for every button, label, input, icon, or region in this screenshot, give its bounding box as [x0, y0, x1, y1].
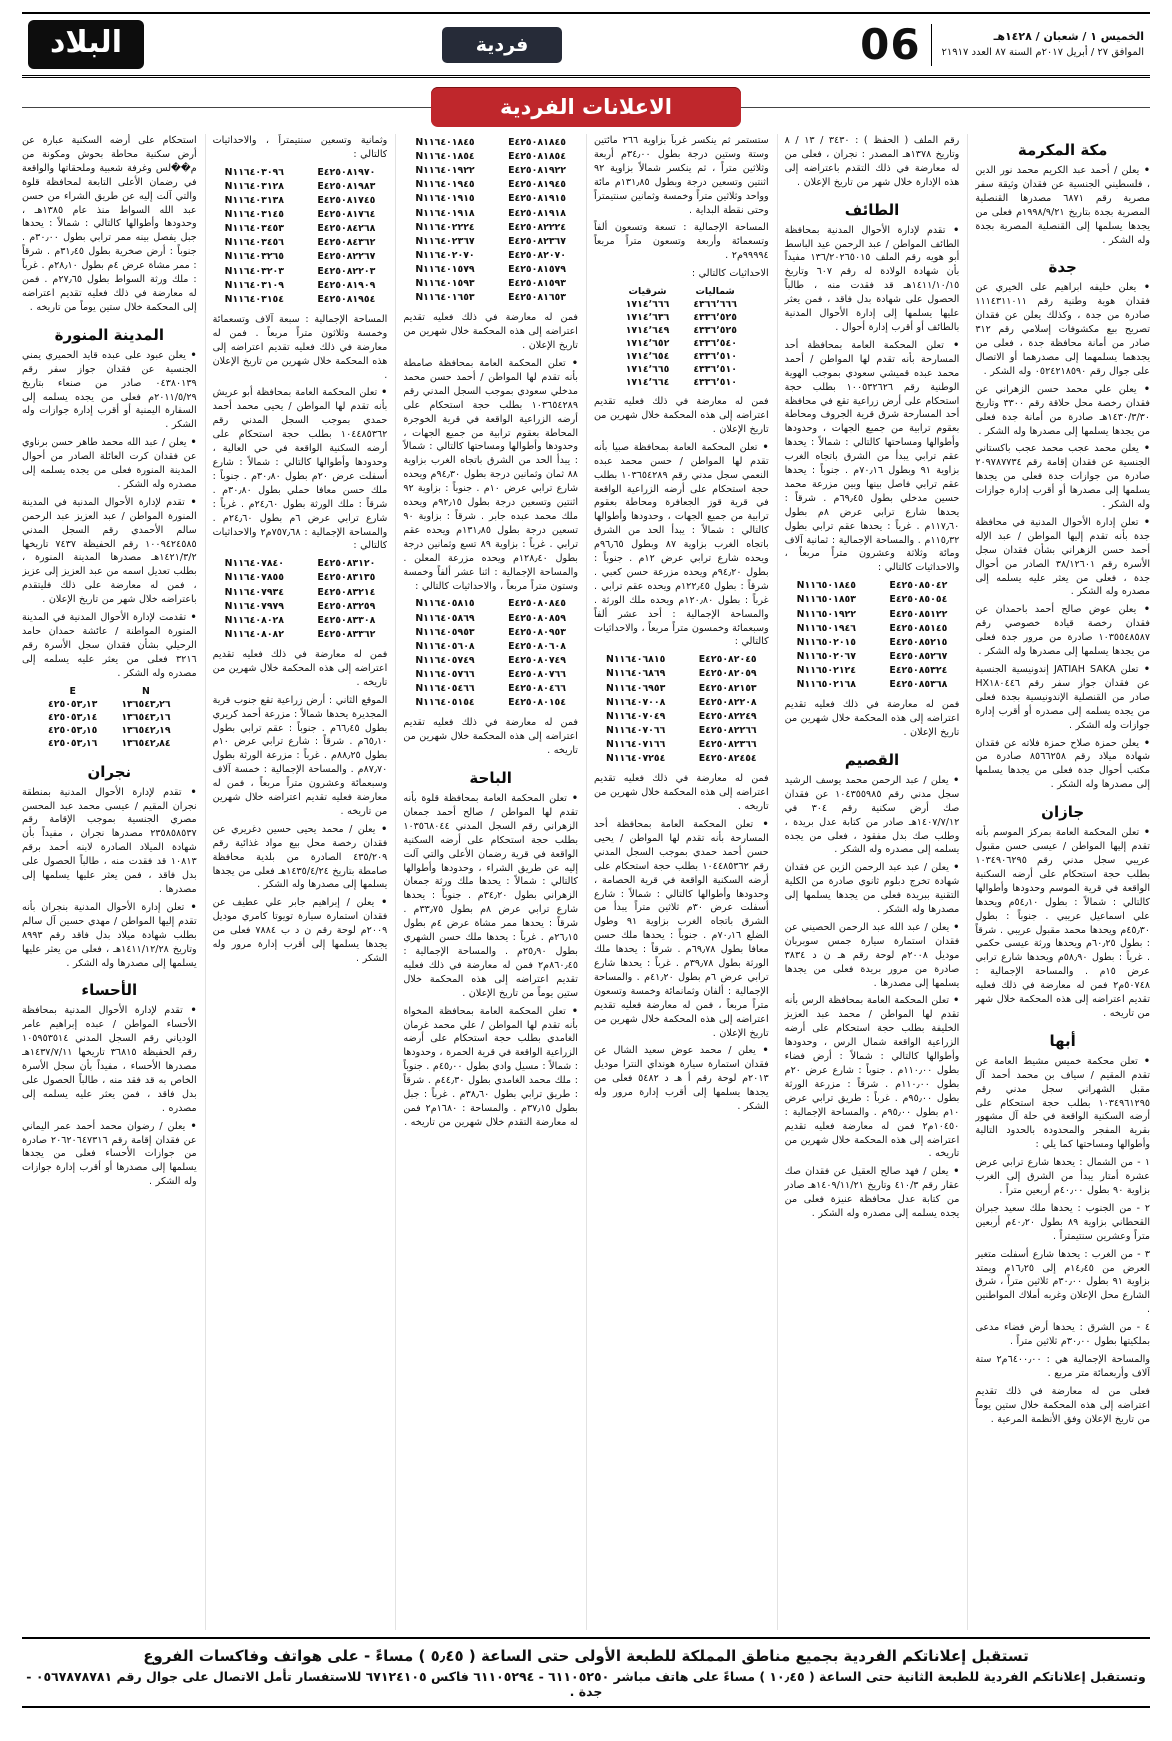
coordinates-list — [215, 166, 386, 307]
ad-item: • تعلن محكمة خميس مشيط العامة عن تقدم المقيم / سياف بن محمد أحمد آل مقبل الشهراني سجل مدني رقم ١٠٣٤٩٦١٢٩٥ بطلب حجة استحكام على أرضه السكنية الواقعة في حلة آل مشهور بقرية المفجر والمحدودة بالحدود التالية وأطوالها ومساحتها كما يلي : — [975, 1055, 1150, 1152]
ad-item: • تقدم لإدارة الأحوال المدنية بمحافظة الطائف المواطن / عبد الرحمن عيد الباسط أبو هويه رقم الملف ١٣٦/٢٠٢٦٥٠١٥ مفيداً بأن شهادة الولادة له رقم ٦٠٧ وتاريخ ١٤١١/١٠/١٥هـ قد فقدت منه ، طالباً الحصول على شهادة بدل فاقد ، فمن يعثر عليها يسلمها إلى إدارة الأحوال المدنية بالطائف أو أقرب إدارة أحوال . — [785, 224, 960, 335]
coordinate-row: E٤٢٥٠٨٥١٤٥ N١١٦٥٠١٩٤٦ — [796, 622, 948, 634]
masthead-logo: البلاد — [28, 20, 144, 69]
coordinate-row: E٤٢٥٠٨١٩٥٤ N١١٦٤٠٣١٥٤ — [224, 293, 376, 305]
column-4 — [395, 134, 578, 1630]
ad-continuation: المساحة الإجمالية : سبعة آلاف وتسعمائة وخمسة وثلاثون متراً مربعاً . فمن له معارضة في ذلك فعليه تقديم اعتراضه إلى هذه المحكمة خلال شهرين من تاريخ الإعلان . — [212, 313, 388, 381]
ad-item: • تعلن المحكمة العامة بمحافظة قلوة بأنه تقدم لها المواطن / صالح أحمد جمعان الزهراني رقم السجل المدني ١٠٣٥٦٨٠٤٤ بطلب حجة استحكام على أرضه السكنية الواقعة في قرية رضمان الأعلى والتي آلت إليه عن طريق الشراء ، وحدودها وأطوالها كالتالي : شمالاً : يحدها ملك ورثة جمعان الزهراني بطول ٣٤٫٢٠م . جنوباً : يحدها شارع ترابي عرض ٨م بطول ٣٣٫٧٥م . شرقاً : يحدها ممر مشاة عرض ٤م بطول ٢٦٫١٥م . غرباً : يحدها ملك حسن الشهري بطول ٢٥٫٩٠م . والمساحة الإجمالية : ٨٦٠٫٤٥م٢ فمن له معارضة في ذلك فعليه تقديم اعتراضه إلى هذه المحكمة خلال ستين يوماً من تاريخ الإعلان . — [403, 792, 578, 1001]
coordinate-row: E٤٢٥٠٨١٩٤٥ N١١٦٤٠١٩٤٥ — [415, 179, 566, 191]
ad-item: • يعلن / محمد يحيى حسين دغريري عن فقدان رخصة محل بيع مواد غذائية رقم ٤٣٥/٢٠٩ الصادرة من بلدية محافظة صامطة بتاريخ ١٤٣٥/٤/٢٤هـ فعلى من يجدها يسلمها إلى مصدرها وله الشكر . — [213, 823, 388, 893]
ad-continuation: استحكام على أرضه السكنية عبارة عن أرض سكنية محاطة بحوش ومكونة من م��لس وغرفة شعبية وملحقاتها والواقعة في رضمان الأعلى التابعة لمحافظة قلوة والتي آلت إليه عن طريق الشراء من حسن عبد الله السواط منذ عام ١٣٨٥هـ ، وحدودها وأطوالها كالتالي : شمالاً : يحدها جبل يفصل بينه ممر ترابي بطول ٣٠٫٠٠م . جنوباً : أرض صخرية بطول ٣١٫٤٥م . شرقاً : ممر مشاة عرض ٤م بطول ٢٨٫١٠م . غرباً : ملك ورثة السواط بطول ٢٧٫٦٥م . فمن له معارضة في ذلك فعليه تقديم اعتراضه إلى المحكمة خلال ستين يوماً من تاريخه . — [22, 135, 197, 313]
coordinate-row: E٤٢٥٠٨٢٠٥٩ N١١٦٤٠٦٨٦٩ — [605, 668, 757, 680]
coordinate-row: E٤٢٥٠٨١٧٦٤ N١١٦٤٠٣١٤٥ — [224, 209, 376, 221]
coordinate-row: E٤٢٥٠٨٣٣٦٢ N١١٦٤٠٨٠٨٢ — [224, 628, 376, 640]
section-heading: الباحة — [469, 769, 512, 788]
coordinate-row: E٤٢٥٠٨٠٧٤٩ N١١٦٤٠٥٧٤٩ — [415, 654, 566, 666]
ad-item: • يعلن محمد عجب محمد عجب باكستاني الجنسية عن فقدان إقامة رقم ٢٠٩٧٨٧٧٣٤ صادرة من جوازات جدة فعلى من يجدها يسلمها إلى مصدرها أو أقرب إدارة جوازات وله الشكر . — [975, 442, 1150, 512]
coordinate-row: E٤٢٥٠٨٠٦٠٨ N١١٦٤٠٥٦٠٨ — [415, 640, 566, 652]
ad-item: • يعلن عبود على عبده قايد الحميري يمني الجنسية عن فقدان جواز سفر رقم ٠٤٣٨٠١٣٩ صادر من صنعاء بتاريخ ٢٠١١/٥/٢٩م فعلى من يجده يسلمه إلى السفارة اليمنية أو أقرب إدارة جوازات وله الشكر . — [22, 349, 197, 432]
coordinate-row: E٤٢٥٠٨٢٢٢٤ N١١٦٤٠٢٢٢٤ — [415, 221, 566, 233]
coordinate-row: E٤٢٥٠٨٠٨٥٩ N١١٦٤٠٥٨٦٩ — [415, 612, 566, 624]
header-divider — [931, 24, 932, 66]
section-heading: المدينة المنورة — [54, 325, 165, 344]
ad-item: • تعلن المحكمة العامة بمحافظة الرس بأنه تقدم لها المواطن / محمد عبد العزيز الخليفة بطلب حجة استحكام على أرضه الزراعية الواقعة شمال الرس ، وحدودها وأطوالها كالتالي : شمالاً : أرض فضاء بطول ١١٠٫٠٠م . جنوباً : شارع عرض ٢٠م بطول ١١٠٫٠٠م . شرقاً : مزرعة الورثة بطول ٩٥٫٠٠م . غرباً : طريق ترابي عرض ١٠م بطول ٩٥٫٠٠م . والمساحة الإجمالية : ١٠٤٥٠م٢ فمن له معارضة فعليه تقديم اعتراضه إلى هذه المحكمة خلال شهرين من تاريخه . — [785, 994, 960, 1161]
ad-continuation: فمن له معارضة في ذلك فعليه تقديم اعتراضه إلى هذه المحكمة خلال شهرين من تاريخه . — [593, 773, 769, 813]
ad-item: • يعلن / محمد عوض سعيد الشال عن فقدان استمارة سيارة هونداي النترا موديل ٢٠١٣م لوحة رقم أ هـ د ٥٤٨٢ فعلى من يجدها يسلمها إلى أقرب إدارة مرور وله الشكر . — [594, 1044, 769, 1114]
coordinate-row: E٤٢٥٠٨١٨٥٤ N١١٦٤٠١٨٥٤ — [415, 151, 566, 163]
coordinate-row: E٤٢٥٠٨٢٤٥٤ N١١٦٤٠٧٢٥٤ — [605, 753, 757, 765]
ad-item: • تعلن المحكمة العامة بمحافظة صامطة بأنه تقدم لها المواطن / أحمد حسن محمد مدخلي سعودي بموجب السجل المدني رقم ١٠٣٦٥٤٢٨٩ بطلب حجة استحكام على أرضه الزراعية الواقعة في قرية الخوجرة المحاطة بعقوم ترابية من جميع الجهات ، وحدودها وأطوالها ومساحتها كالتالي : شمالاً : يبدأ الحد من الشرق باتجاه الغرب بزاوية ٨٨ ثمان وثمانين درجة بطول ٩٤٫٣٠م ويحده شارع ترابي عرض ١٠م . جنوباً : بزاوية ٩٢ اثنتين وتسعين درجة بطول ٩٢٫١٥م ويحده ملك محمد عبده جابر . شرقاً : بزاوية ٩٠ تسعين درجة بطول ١٣١٫٨٥م ويحده عقم ترابي . غرباً : بزاوية ٨٩ تسع وثمانين درجة بطول ١٢٨٫٤٠م ويحده مزرعة المعلن . والمساحة الإجمالية : اثنا عشر ألفاً وخمسة وستون متراً مربعاً ، والاحداثيات كالتالي : — [403, 357, 578, 593]
section-heading: مكة المكرمة — [1017, 141, 1108, 159]
coordinate-row: E٤٢٥٠٨٤٣٦٢ N١١٦٤٠٣٤٥٦ — [224, 237, 376, 249]
columns-container — [22, 134, 1150, 1630]
ad-item: • يعلن خليفه ابراهيم على الخيري عن فقدان هوية وطنية رقم ١١١٤٣١١٠١١ صادرة من جدة ، وكذلك يعلن عن فقدان تصريح بيع مكشوفات إسلامي رقم ٣١٢ صادر من أمانة محافظة جدة ، فعلى من يجدهما يسلمهما إلى مصدرهما أو الاتصال على جوال رقم ٠٥٢٤٢١٨٥٩٠ وله الشكر . — [975, 281, 1150, 378]
ad-item: • يعلن / عبد الرحمن محمد يوسف الرشيد سجل مدني رقم ١٠٤٣٥٥٩٨٥ عن فقدان صك أرض سكنية رقم ٣٠٤ في ١٤٠٧/٧/١٢هـ صادر من كتابة عدل بريدة ، وطلب صك بدل مفقود ، فعلى من يجده يسلمه إلى مصدره وله الشكر . — [785, 774, 960, 857]
ad-continuation: فعلى من له معارضة في ذلك تقديم اعتراضه إلى هذه المحكمة خلال ستين يوماً من تاريخ الإعلان وفق الأنظمة المرعية . — [975, 1385, 1150, 1425]
ad-continuation: فمن له معارضة في ذلك فعليه تقديم اعتراضه إلى هذه المحكمة خلال شهرين من تاريخ الإعلان . — [403, 312, 578, 352]
ad-item: • يعلن / عبد الله محمد طاهر حسن برناوي عن فقدان كرت العائلة الصادر من أحوال المدينة المنورة فعلى من يجده يسلمه إلى مصدره وله الشكر . — [22, 436, 197, 492]
ad-item: • تقدم لإدارة الأحوال المدنية بمحافظة الأحساء المواطن / عبده إبراهيم عامر الودياني رقم السجل المدني ١٠٥٩٥٣٥١٤ رقم الحفيظة ٣٦٨١٥ تاريخها ١٤٣٧/٧/١١هـ مصدرها الأحساء ، مفيداً بأن سجل الأسرة الخاص به قد فقد منه ، طالباً الحصول على بدل فاقد ، فمن يعثر عليه يسلمه إلى مصدره . — [22, 1004, 197, 1115]
ad-continuation: الاحداثيات كالتالي : — [691, 268, 769, 280]
coordinate-row: E٤٢٥٠٨٣٢١٤ N١١٦٤٠٧٩٣٤ — [224, 586, 376, 598]
coordinate-row: E٤٢٥٠٨٢٢٠٨ N١١٦٤٠٧٠٠٨ — [605, 696, 757, 708]
section-banner: الاعلانات الفردية — [431, 87, 741, 127]
ad-continuation: المساحة الإجمالية : تسعة وتسعون ألفاً وتسعمائة وأربعة وتسعون متراً مربعاً ٩٩٩٩٤م٢ . — [593, 222, 769, 262]
coordinate-row: E٤٢٥٠٨٣٢٥٩ N١١٦٤٠٧٩٧٩ — [224, 600, 376, 612]
coordinate-row: E٤٢٥٠٨٣١٣٥ N١١٦٤٠٧٨٥٥ — [224, 572, 376, 584]
coordinates-table: شماليات شرقيات ٤٣٦٦٬٦٦٦ ١٧١٤٬٦٦٦ ٤٣٣٦٬٥٢٥ ١٧١٤٬٦٣٦ ٤٣٣٦٬٥٢٥ ١٧١٤٬٦٤٩ ٤٣٣٦٬٥٤٠ ١٧١٤٬٦٥٢ ٤٣٣٦٬٥١٠ ١٧١٤٬٦٥٤ ٤٣٣٦٬٥١٠ ١٧١٤٬٦٦٥ ٤٣٣٦٬٥١٠ ١٧١٤٬٦٦٤ — [625, 286, 737, 389]
coordinate-row: E٤٢٥٠٨١٩١٥ N١١٦٤٠١٩١٥ — [415, 193, 566, 205]
coordinate-row: E٤٢٥٠٨٥١٢٢ N١١٦٥٠١٩٢٢ — [796, 608, 948, 620]
ad-item: • يعلن حمزة صلاح حمزة فلاته عن فقدان شهادة ميلاد رقم ٨٥٦٦٢٥٨ صادرة من مكتب أحوال جدة فعلى من يجدها يسلمها إلى مصدرها وله الشكر . — [975, 737, 1150, 793]
coordinate-row: E٤٢٥٠٨٠٩٥٣ N١١٦٤٠٥٩٥٣ — [415, 626, 566, 638]
coordinate-row: E٤٢٥٠٨١٧٤٥ N١١٦٤٠٣١٣٨ — [224, 195, 376, 207]
ad-item: • تعلن JATIAH SAKA إندونيسية الجنسية عن فقدان جواز سفر رقم HX١٨٠٤٤٦ صادر من القنصلية الإندونيسية بجدة فعلى من يجده يسلمه إلى مصدره أو أقرب إدارة جوازات وله الشكر . — [975, 663, 1150, 733]
coordinate-row: E٤٢٥٠٨٢٠٧٠ N١١٦٤٠٢٠٧٠ — [415, 249, 566, 261]
coordinate-row: E٤٢٥٠٨١٩٢٢ N١١٦٤٠١٩٢٢ — [415, 165, 566, 177]
date-gregorian: الموافق ٢٧ / أبريل ٢٠١٧م السنة ٨٧ العدد ٢١٩١٧ — [941, 47, 1144, 59]
coordinates-list — [596, 653, 767, 766]
column-5 — [205, 134, 388, 1630]
ad-item: • يعلن / رضوان محمد أحمد عمر اليماني عن فقدان إقامة رقم ٢٠٦٢٠٦٤٧٣١٦ صادرة من جوازات الأحساء فعلى من يجدها يسلمها إلى مصدرها أو أقرب إدارة جوازات وله الشكر . — [22, 1120, 197, 1190]
ad-continuation: والمساحة الإجمالية هي : ٦٤٠٠٫٠٠م٢ ستة آلاف وأربعمائة متر مربع . — [975, 1353, 1150, 1379]
ad-item: • تعلن المحكمة العامة بمحافظة صبيا بأنه تقدم لها المواطن / حسن محمد عبده النعمي سجل مدني رقم ١٠٣٦٥٤٢٨٩ بطلب حجة استحكام على أرضه الزراعية الواقعة في قرية قوز الجعافرة ومحاطة بعقوم ترابية من جميع الجهات ، وحدودها وأطوالها كالتالي : شمالاً : يبدأ الحد من الشرق باتجاه الغرب بزاوية ٨٧ وبطول ٩٦٫٦٥م ويحده شارع ترابي عرض ١٢م . جنوباً : بطول ٩٤٫٢٠م ويحده مزرعة حسن كعبي . شرقاً : بطول ١٢٢٫٤٥م ويحده عقم ترابي . غرباً : بطول ١٢٠٫٨٠م ويحده ملك الورثة . والمساحة الإجمالية : أحد عشر ألفاً وسبعمائة وخمسون متراً مربعاً ، والاحداثيات كالتالي : — [594, 441, 769, 650]
coordinate-row: E٤٢٥٠٨٥٢١٥ N١١٦٥٠٢٠١٥ — [796, 636, 948, 648]
ad-continuation: رقم الملف ( الحفظ ) : ٣٤٣٠ / ١٣ / ٨ وتاريخ ١٣٧٨هـ المصدر : نجران ، فعلى من له معارضة في ذلك التقدم باعتراضه إلى هذه الإدارة خلال شهر من تاريخ الإعلان . — [784, 135, 960, 188]
page-footer — [22, 1637, 1150, 1708]
footer-line2: وتستقبل إعلاناتكم الفردية للطبعة الثانية حتى الساعة ( ١٠٫٤٥ ) مساءً على هاتف مباشر ٦١١٠٥٢٥٠ - ٦١١٠٥٢٩٤ فاكس ٦٧١٢٤١٠٥ للاستفسار تأمل الاتصال على جوال رقم ٠٥٦٧٨٧٨٧٨١ - جدة . — [26, 1669, 1146, 1699]
coordinates-table: N E ١٣٦٥٤٣٫٢٦ ٤٢٥٠٥٣٫١٣ ١٣٦٥٤٣٫١٦ ٤٢٥٠٥٣٫١٤ ١٣٦٥٤٢٫١٩ ٤٢٥٠٥٣٫١٥ ١٣٦٥٤٢٫٨٤ ٤٢٥٠٥٣٫١٦ — [48, 685, 171, 749]
coordinate-row: E٤٢٥٠٨١٦٥٣ N١١٦٤٠١٦٥٣ — [415, 292, 566, 304]
coordinate-row: E٤٢٥٠٨٢٢٤٩ N١١٦٤٠٧٠٤٩ — [605, 710, 757, 722]
coordinate-row: E٤٢٥٠٨١٨٤٥ N١١٦٤٠١٨٤٥ — [415, 137, 566, 148]
ad-item: • تقدم لإدارة الأحوال المدنية بمنطقة نجران المقيم / عيسى محمد عبد المحسن مصري الجنسية بموجب الإقامة رقم ٢٣٥٨٥٨٥٣٧ مصدرها نجران ، مفيداً بأن شهادة الميلاد الصادرة لابنه أحمد برقم ١٠٨١٣ قد فقدت منه ، طالباً الحصول على بدل فاقد ، فمن يعثر عليها يسلمها إلى مصدرها . — [22, 786, 197, 897]
ad-item: • يعلن عوض صالح أحمد باحمدان عن فقدان رخصة قيادة خصوصي رقم ١٠٣٥٥٤٨٥٨٧ صادرة من مرور جدة فعلى من يجدها يسلمها إلى مصدرها وله الشكر . — [975, 603, 1150, 659]
coordinate-row: E٤٢٥٠٨٢٢٠٣ N١١٦٤٠٣٢٠٣ — [224, 265, 376, 277]
coordinate-row: E٤٢٥٠٨٤٢٦٨ N١١٦٤٠٣٤٥٣ — [224, 223, 376, 235]
coordinate-row: E٤٢٥٠٨٣٣٠٨ N١١٦٤٠٨٠٢٨ — [224, 614, 376, 626]
ad-item: • تعلن إدارة الأحوال المدنية بنجران بأنه تقدم إليها المواطن / مهدي حسين آل سالم بطلب شهادة ميلاد بدل فاقد رقم ٨٩٩٣ وتاريخ ١٤١١/١٢/٢٨هـ ، فعلى من يعثر عليها يسلمها إلى مصدرها وله الشكر . — [22, 901, 197, 971]
ad-item: • يعلن / عبد الله عبد الرحمن الحصيني عن فقدان استمارة سيارة جمس سوبربان موديل ٢٠٠٨م لوحة رقم هـ ن د ٣٨٣٤ صادرة من مرور بريدة فعلى من يجدها يسلمها إلى مصدرها . — [785, 921, 960, 991]
ad-continuation: الموقع الثاني : أرض زراعية تقع جنوب قرية المجديرة يحدها شمالاً : مزرعة أحمد كريري بطول ٦٦٫٤٥م . جنوباً : عقم ترابي بطول ٦٥٫١٠م . شرقاً : شارع ترابي عرض ١٠م بطول ٨٨٫٢٥م . غرباً : مزرعة الورثة بطول ٨٧٫٧٠م . والمساحة الإجمالية : خمسة آلاف وسبعمائة وعشرون متراً مربعاً ، فمن له معارضة فعليه تقديم اعتراضه خلال شهرين من تاريخه . — [212, 694, 388, 817]
banner-row — [22, 87, 1150, 127]
coordinate-row: E٤٢٥٠٨٥٠٤٢ N١١٦٥٠١٨٤٥ — [796, 580, 948, 592]
section-heading: جازان — [1041, 803, 1085, 822]
coordinate-row: E٤٢٥٠٨٠٨٤٥ N١١٦٤٠٥٨١٥ — [415, 598, 566, 610]
ad-item: • تقدمت لإدارة الأحوال المدنية في المدينة المنورة المواطنة / عائشة حمدان حامد الرحيلي بشأن فقدان سجل الأسرة رقم ٣٢١٦ فعلى من يعثر عليه يسلمه إلى مصدره وله الشكر . — [22, 611, 197, 681]
ad-item: • تقدم لإدارة الأحوال المدنية في المدينة المنورة المواطن / عبد العزيز عبد الرحمن سالم الأحمدي رقم السجل المدني ١٠٠٩٤٢٤٥٨٥ رقم الحفيظة ٧٤٣٧ تاريخها ١٤٢١/٣/٢هـ مصدرها المدينة المنورة ، بطلب تعديل اسمه من عبد العزيز إلى عزيز ، فمن له معارضة على ذلك فليتقدم باعتراضه خلال شهر من تاريخ الإعلان . — [22, 496, 197, 607]
ad-continuation: ٤ - من الشرق : يحدها أرض فضاء مدعى بملكيتها بطول ٣٠٫٠٠م ثلاثين متراً . — [975, 1322, 1150, 1348]
ad-continuation: فمن له معارضة في ذلك فعليه تقديم اعتراضه إلى هذه المحكمة خلال شهرين من تاريخه . — [212, 648, 388, 688]
column-3 — [586, 134, 769, 1630]
ad-item: • يعلن / فهد صالح العقيل عن فقدان صك عقار رقم ٤١٠/٣ وتاريخ ١٤٠٩/١١/٢١هـ صادر من كتابة عدل محافظة عنيزة فعلى من يجده يسلمه إلى مصدره وله الشكر . — [785, 1165, 960, 1221]
coordinate-row: E٤٢٥٠٨٠١٥٤ N١١٦٤٠٥١٥٤ — [415, 697, 566, 709]
ad-item: • تعلن المحكمة العامة بمحافظة أحد المسارحة بأنه تقدم لها المواطن / يحيى حسن أحمد حمدي بموجب السجل المدني رقم ١٠٤٤٨٥٣٦٢ بطلب حجة استحكام على أرضه السكنية الواقعة في قرية الحصامة ، وحدودها وأطوالها كالتالي : شمالاً : شارع أسفلت عرض ٣٠م ثلاثين متراً يبدأ من الشرق باتجاه الغرب بزاوية ٩١ وطول الضلع ٧٠٫١٦م . جنوباً : يحدها ملك حسن معافا بطول ٦٩٫٧٨م . شرقاً : يحدها ملك الورثة بطول ٣٩٫٧٨م . غرباً : يحدها شارع ترابي عرض ٦م بطول ٤١٫٢٠م . والمساحة الإجمالية : ألفان وثمانمائة وخمسة وتسعون متراً مربعاً ، فمن له معارضة فعليه تقديم اعتراضه إلى هذه المحكمة خلال شهرين من تاريخ الإعلان . — [594, 818, 769, 1041]
coordinate-row: E٤٢٥٠٨١٥٧٩ N١١٦٤٠١٥٧٩ — [415, 263, 566, 275]
coordinate-row: E٤٢٥٠٨٠٧٦٦ N١١٦٤٠٥٧٦٦ — [415, 668, 566, 680]
coordinates-list — [405, 136, 576, 305]
column-1 — [967, 134, 1150, 1630]
ad-continuation: فمن له معارضة في ذلك فعليه تقديم اعتراضه إلى هذه المحكمة خلال شهرين من تاريخه . — [403, 717, 578, 757]
coordinates-list — [215, 557, 386, 642]
column-2 — [777, 134, 960, 1630]
ad-item: • تعلن المحكمة العامة بمحافظة أبو عريش بأنه تقدم لها المواطن / يحيى محمد أحمد حمدي بموجب السجل المدني رقم ١٠٤٤٨٥٣٦٢ بطلب حجة استحكام على أرضه السكنية الواقعة في حي العالية ، وحدودها وأطوالها كالتالي : شمالاً : شارع أسفلت عرض ٢٠م بطول ٣٠٫٨٠م . جنوباً : ملك حسن معافا حملي بطول ٣٠٫٨٠م . شرقاً : ملك الورثة بطول ٢٤٫٦٠م . غرباً : شارع ترابي عرض ٦م بطول ٢٤٫٦٠م . والمساحة الإجمالية : ٧٥٧٫٦٨م٢ والاحداثيات كالتالي : — [213, 386, 388, 553]
coordinate-row: E٤٢٥٠٨٢٢٦٦ N١١٦٤٠٧٠٦٦ — [605, 724, 757, 736]
ad-continuation: ٢ - من الجنوب : يحدها ملك سعيد جبران القحطاني بزاوية ٨٩ بطول ٤٠٫٢٠م أربعين متراً وعشرين سنتيمتراً . — [975, 1202, 1150, 1242]
ad-continuation: ١ - من الشمال : يحدها شارع ترابي عرض عشرة أمتار يبدأ من الشرق إلى الغرب بزاوية ٩٠ بطول ٤٠٫٠٠م أربعين متراً . — [975, 1157, 1150, 1196]
coordinate-row: E٤٢٥٠٨٢٣٦٧ N١١٦٤٠٢٣٦٧ — [415, 235, 566, 247]
coordinate-row: E٤٢٥٠٨٥٣٦٨ N١١٦٥٠٢١٦٨ — [796, 679, 948, 691]
coordinate-row: E٤٢٥٠٨٢٠٤٥ N١١٦٤٠٦٨١٥ — [605, 654, 757, 666]
ad-continuation: فمن له معارضة في ذلك فعليه تقديم اعتراضه إلى هذه المحكمة خلال شهرين من تاريخ الإعلان . — [784, 699, 960, 738]
coordinate-row: E٤٢٥٠٨١٩١٨ N١١٦٤٠١٩١٨ — [415, 207, 566, 219]
footer-line1: تستقبل إعلاناتكم الفردية بجميع مناطق المملكة للطبعة الأولى حتى الساعة ( ٥٫٤٥ ) مساءً - على هواتف وفاكسات الفروع — [143, 1647, 1029, 1665]
section-heading: نجران — [87, 762, 132, 781]
date-hijri: الخميس ١ / شعبان / ١٤٢٨هـ — [993, 29, 1144, 43]
coordinates-list — [787, 579, 958, 692]
ad-item: • يعلن / أحمد عبد الكريم محمد نور الدين ، فلسطيني الجنسية عن فقدان وثيقة سفر مصرية رقم ٦٨٧١ مصدرها القنصلية المصرية بجدة بتاريخ ١٩٩٨/٩/٢١م فعلى من يجدها يسلمها إلى القنصلية المصرية بجدة وله الشكر . — [975, 164, 1150, 247]
coordinate-row: E٤٢٥٠٨١٩٨٣ N١١٦٤٠٣١٢٨ — [224, 180, 376, 192]
ad-continuation: ٣ - من الغرب : يحدها شارع أسفلت متغير العرض من ١٤٫٤٥م إلى ١٦٫٢٥م ويمتد بزاوية ٩١ بطول ٣٠٫٠٠م ثلاثين متراً ، شرق الشارع محل الإعلان وغربه أملاك المواطنين . — [975, 1248, 1150, 1316]
section-heading: جدة — [1048, 258, 1077, 277]
ad-item: • تعلن المحكمة العامة بمحافظة المخواة بأنه تقدم لها المواطن / علي محمد غرمان الغامدي بطلب حجة استحكام على أرضه الزراعية الواقعة في قرية الحمرة ، وحدودها : شمالاً : مسيل وادي بطول ٤٥٫٠٠م . جنوباً : ملك محمد الغامدي بطول ٤٤٫٣٠م . شرقاً : طريق ترابي بطول ٣٨٫٦٠م . غرباً : جبل بطول ٣٧٫١٥م . والمساحة : ١٦٨٠م٢ فمن له معارضة التقدم خلال شهرين من تاريخه . — [403, 1005, 578, 1130]
ad-item: • تعلن إدارة الأحوال المدنية في محافظة جدة بأنه تقدم إليها المواطن / عبد الإله أحمد حسن الزهراني بشأن فقدان سجل الأسرة رقم ٣٨/١٢٦٠١ الصادر من أحوال جدة ، فعلى من يعثر عليه يسلمه إلى مصدره وله الشكر . — [975, 516, 1150, 599]
section-heading: الطائف — [844, 200, 900, 219]
date-block — [942, 29, 1144, 61]
page-number: 06 — [860, 20, 921, 69]
ad-item: • تعلن المحكمة العامة بمركز الموسم بأنه تقدم إليها المواطن / عيسى حسن مقبول عريبي سجل مدني رقم ١٠٣٤٩٠٦٢٩٥ بطلب حجة استحكام على أرضه السكنية الواقعة في قرية الموسم وحدودها وأطوالها كالتالي : شمالاً : بطول ٥٤٫١٠م ويحدها علي اسماعيل عريبي . جنوباً : بطول ٤٥٫٣٠م ويحدها محمد مقبول عريبي . شرقاً : بطول ٦٠٫٢٥م ويحدها ورثة عيسى حكمي . غرباً : بطول ٥٨٫٩٠م ويحدها شارع ترابي عرض ١٥م . والمساحة الإجمالية : ٥٠٧٤٨م٢ فمن له معارضة في ذلك فعليه تقديم اعتراضه إلى هذه المحكمة خلال شهر من تاريخه . — [975, 826, 1150, 1021]
coordinate-row: E٤٢٥٠٨٠٤٦٦ N١١٦٤٠٥٤٦٦ — [415, 683, 566, 695]
coordinate-row: E٤٢٥٠٨٣١٢٠ N١١٦٤٠٧٨٤٠ — [224, 558, 376, 570]
coordinate-row: E٤٢٥٠٨٥٠٥٤ N١١٦٥٠١٨٥٣ — [796, 594, 948, 606]
ad-item: • تعلن المحكمة العامة بمحافظة أحد المسارحة بأنه تقدم لها المواطن / أحمد محمد عبده قميشي سعودي بموجب الهوية الوطنية رقم ١٠٠٥٣٢٦٢٦ بطلب حجة استحكام على أرض زراعية تقع في محافظة أحد المسارحة شرق قرية الجروف ومحاطة بعقوم ترابية من جميع الجهات ، وحدودها وأطوالها ومساحتها كالتالي : شمالاً : يحدها عقم ترابي يبدأ من الشرق باتجاه الغرب بزاوية ٩١ وبطول ٧٠٫١٦م . جنوباً : يحدها عقم ترابي فاصل بينها وبين مزرعة محمد حسين مدخلي بطول ٦٩٫٤٥م . شرقاً : يحدها شارع ترابي عرض ٨م بطول ١١٧٫٦٠م . غرباً : يحدها عقم ترابي بطول ١١٥٫٣٢م . والمساحة الإجمالية : ثمانية آلاف ومائة وثلاثة وعشرون متراً مربعاً ، والاحداثيات كالتالي : — [785, 339, 960, 575]
coordinate-row: E٤٢٥٠٨٥٣٢٤ N١١٦٥٠٢١٢٤ — [796, 664, 948, 676]
ad-continuation: ستستمر ثم ينكسر غرباً بزاوية ٢٦٦ مائتين وستة وستين درجة بطول ٣٤٫٠٠م أربعة وثلاثين متراً ، ثم ينكسر شمالاً بزاوية ٩٢ اثنتين وتسعين درجة وبطول ١٣١٫٨٥م مائة وواحد وثلاثين متراً وخمسة وثمانين سنتيمتراً وحتى نقطة البداية . — [593, 135, 769, 216]
section-badge: فردية — [442, 27, 563, 63]
coordinates-list — [405, 597, 576, 710]
coordinate-row: E٤٢٥٠٨١٩٠٩ N١١٦٤٠٣١٠٩ — [224, 279, 376, 291]
coordinate-row: E٤٢٥٠٨٢١٥٣ N١١٦٤٠٦٩٥٣ — [605, 682, 757, 694]
ad-item: • يعلن / عبد عبد الرحمن الزين عن فقدان شهادة تخرج دبلوم ثانوي صادرة من الكلية التقنية ببريدة فعلى من يجدها يسلمها إلى مصدرها وله الشكر . — [785, 861, 960, 917]
section-heading: أبها — [1049, 1031, 1076, 1050]
page-header — [22, 12, 1150, 78]
coordinate-row: E٤٢٥٠٨١٩٧٠ N١١٦٤٠٣٠٩٦ — [224, 166, 376, 178]
section-heading: الأحساء — [81, 981, 138, 1000]
ad-item: • يعلن / إبراهيم جابر علي عطيف عن فقدان استمارة سيارة تويوتا كامري موديل ٢٠٠٩م لوحة رقم ن د ب ٧٨٨٤ فعلى من يجدها يسلمها إلى أقرب إدارة مرور وله الشكر . — [213, 896, 388, 966]
ad-continuation: وثمانية وتسعين سنتيمتراً ، والاحداثيات كالتالي : — [212, 135, 388, 160]
coordinate-row: E٤٢٥٠٨١٥٩٣ N١١٦٤٠١٥٩٣ — [415, 278, 566, 290]
ad-continuation: فمن له معارضة في ذلك فعليه تقديم اعتراضه إلى هذه المحكمة خلال شهرين من تاريخ الإعلان . — [593, 396, 769, 435]
coordinate-row: E٤٢٥٠٨٢٢٦٧ N١١٦٤٠٣٢٦٥ — [224, 251, 376, 263]
page-info — [860, 20, 1144, 69]
ad-item: • يعلن علي محمد حسن الزهراني عن فقدان رخصة محل حلاقة رقم ٣٣٠٠ وتاريخ ١٤٣٠/٣/٣٠هـ صادرة من أمانة جدة فعلى من يجدها يسلمها إلى مصدرها وله الشكر . — [975, 383, 1150, 439]
section-heading: القصيم — [844, 750, 900, 769]
column-6 — [22, 134, 197, 1630]
coordinate-row: E٤٢٥٠٨٢٣٦٦ N١١٦٤٠٧١٦٦ — [605, 739, 757, 751]
coordinate-row: E٤٢٥٠٨٥٢٦٧ N١١٦٥٠٢٠٦٧ — [796, 650, 948, 662]
